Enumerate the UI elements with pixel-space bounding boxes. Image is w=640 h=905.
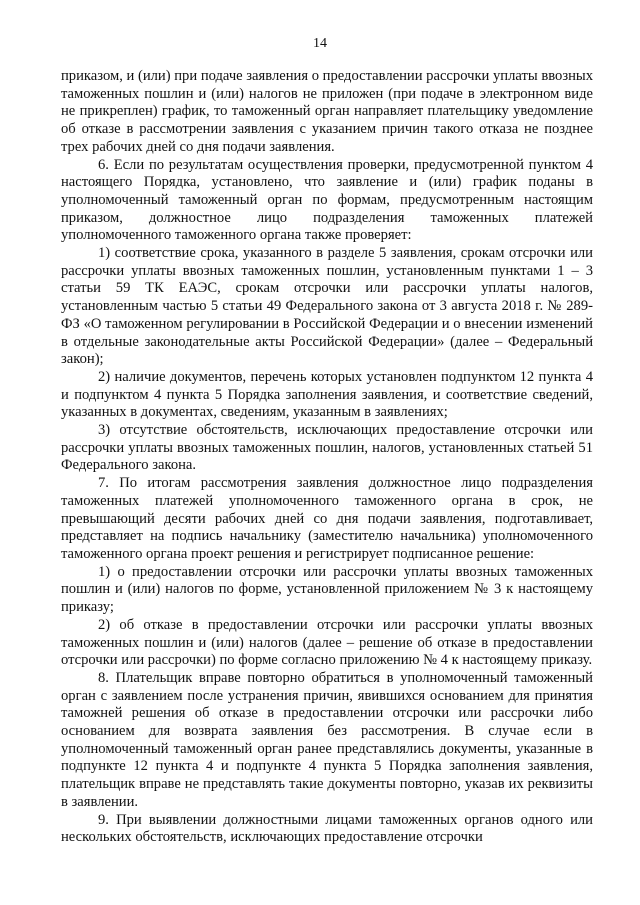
page-number: 14 bbox=[313, 36, 327, 51]
paragraph-subitem-6-1: 1) соответствие срока, указанного в разделе 5 заявления, срокам отсрочки или рассрочки уплаты ввозных таможенных пошлин, установленным пунктами 1 – 3 статьи 59 ТК ЕАЭС, срокам отсрочки или рассрочки уплаты налогов, установленным частью 5 статьи 49 Федерального закона от 3 августа 2018 г. № 289-ФЗ «О таможенном регулировании в Российской Федерации и о внесении изменений в отдельные законодательные акты Российской Федерации» (далее – Федеральный закон); bbox=[61, 245, 593, 368]
document-body bbox=[61, 68, 593, 847]
paragraph-item-9: 9. При выявлении должностными лицами таможенных органов одного или нескольких обстоятельств, исключающих предоставление отсрочки bbox=[61, 811, 593, 846]
paragraph-subitem-6-2: 2) наличие документов, перечень которых установлен подпунктом 12 пункта 4 и подпунктом 4 пункта 5 Порядка заполнения заявления, и соответствие сведений, указанных в документах, сведениям, указанным в заявлениях; bbox=[61, 368, 593, 421]
paragraph-subitem-7-1: 1) о предоставлении отсрочки или рассрочки уплаты ввозных таможенных пошлин и (или) налогов по форме, установленной приложением № 3 к настоящему приказу; bbox=[61, 563, 593, 616]
paragraph-continuation: приказом, и (или) при подаче заявления о предоставлении рассрочки уплаты ввозных таможенных пошлин и (или) налогов не приложен (при подаче в электронном виде не прикреплен) график, то таможенный орган направляет плательщику уведомление об отказе в рассмотрении заявления с указанием причин такого отказа не позднее трех рабочих дней со дня подачи заявления. bbox=[61, 68, 593, 155]
paragraph-item-7: 7. По итогам рассмотрения заявления должностное лицо подразделения таможенных платежей уполномоченного таможенного органа в срок, не превышающий десяти рабочих дней со дня подачи заявления, подготавливает, представляет на подпись начальнику (заместителю начальника) уполномоченного таможенного органа проект решения и регистрирует подписанное решение: bbox=[61, 475, 593, 562]
paragraph-item-6: 6. Если по результатам осуществления проверки, предусмотренной пунктом 4 настоящего Порядка, установлено, что заявление и (или) график поданы в уполномоченный таможенный орган по формам, предусмотренным настоящим приказом, должностное лицо подразделения таможенных платежей уполномоченного таможенного органа также проверяет: bbox=[61, 156, 593, 244]
paragraph-item-8: 8. Плательщик вправе повторно обратиться в уполномоченный таможенный орган с заявлением после устранения причин, явившихся основанием для принятия таможней решения об отказе в предоставлении отсрочки или рассрочки либо основанием для возврата заявления без рассмотрения. В случае если в уполномоченный таможенный орган ранее представлялись документы, указанные в подпункте 12 пункта 4 и подпункте 4 пункта 5 Порядка заполнения заявления, плательщик вправе не представлять такие документы повторно, указав их реквизиты в заявлении. bbox=[61, 669, 593, 810]
paragraph-subitem-6-3: 3) отсутствие обстоятельств, исключающих предоставление отсрочки или рассрочки уплаты ввозных таможенных пошлин, налогов, установленных статьей 51 Федерального закона. bbox=[61, 422, 593, 474]
paragraph-subitem-7-2: 2) об отказе в предоставлении отсрочки или рассрочки уплаты ввозных таможенных пошлин и (или) налогов (далее – решение об отказе в предоставлении отсрочки или рассрочки) по форме согласно приложению № 4 к настоящему приказу. bbox=[61, 616, 593, 669]
